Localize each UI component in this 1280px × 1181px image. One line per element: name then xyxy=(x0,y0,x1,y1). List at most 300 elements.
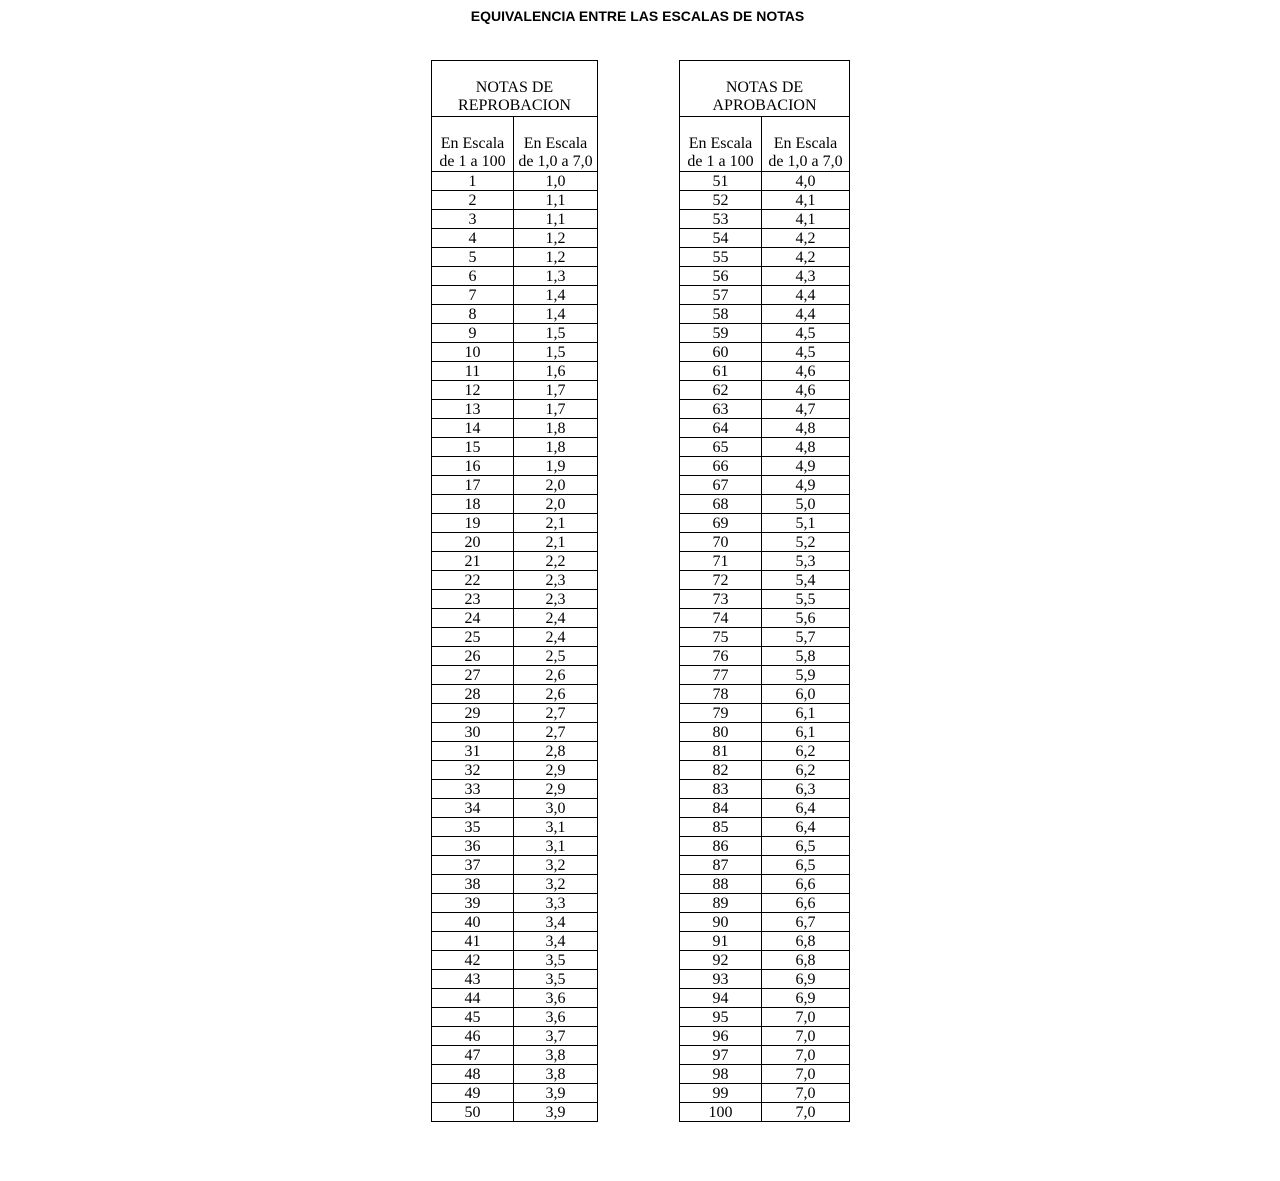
table-row xyxy=(680,970,850,989)
grade-7-cell: 6,0 xyxy=(762,685,850,704)
grade-7-cell: 3,1 xyxy=(514,837,598,856)
table-row xyxy=(680,989,850,1008)
table-row xyxy=(680,400,850,419)
score-100-cell: 17 xyxy=(432,476,514,495)
table-row xyxy=(680,1008,850,1027)
score-100-cell: 76 xyxy=(680,647,762,666)
score-100-cell: 10 xyxy=(432,343,514,362)
score-100-cell: 27 xyxy=(432,666,514,685)
table-row xyxy=(680,533,850,552)
table-row xyxy=(432,837,598,856)
score-100-cell: 56 xyxy=(680,267,762,286)
score-100-cell: 2 xyxy=(432,191,514,210)
table-row xyxy=(432,343,598,362)
table-row xyxy=(680,590,850,609)
score-100-cell: 57 xyxy=(680,286,762,305)
grade-7-cell: 3,0 xyxy=(514,799,598,818)
heading-line: NOTAS DE xyxy=(475,79,554,96)
grade-7-cell: 4,1 xyxy=(762,191,850,210)
grade-7-cell: 3,5 xyxy=(514,970,598,989)
score-100-cell: 84 xyxy=(680,799,762,818)
table-row xyxy=(432,400,598,419)
score-100-cell: 32 xyxy=(432,761,514,780)
table-row xyxy=(432,818,598,837)
table-row xyxy=(432,894,598,913)
score-100-cell: 85 xyxy=(680,818,762,837)
score-100-cell: 77 xyxy=(680,666,762,685)
grade-7-cell: 4,6 xyxy=(762,381,850,400)
table-row xyxy=(432,495,598,514)
score-100-cell: 50 xyxy=(432,1103,514,1122)
grade-7-cell: 2,5 xyxy=(514,647,598,666)
column-header-scale-7 xyxy=(762,117,850,172)
score-100-cell: 48 xyxy=(432,1065,514,1084)
grade-7-cell: 4,9 xyxy=(762,476,850,495)
table-row xyxy=(680,381,850,400)
grade-7-cell: 2,9 xyxy=(514,780,598,799)
table-row xyxy=(432,704,598,723)
table-row xyxy=(432,780,598,799)
table-row xyxy=(680,229,850,248)
table-row xyxy=(432,571,598,590)
table-row xyxy=(680,1103,850,1122)
grade-7-cell: 1,7 xyxy=(514,381,598,400)
table-row xyxy=(680,248,850,267)
table-row xyxy=(432,989,598,1008)
table-row xyxy=(432,1046,598,1065)
score-100-cell: 88 xyxy=(680,875,762,894)
grade-7-cell: 3,3 xyxy=(514,894,598,913)
grade-7-cell: 3,4 xyxy=(514,932,598,951)
table-row xyxy=(432,628,598,647)
grade-7-cell: 4,3 xyxy=(762,267,850,286)
grade-7-cell: 4,6 xyxy=(762,362,850,381)
table-row xyxy=(432,286,598,305)
table-row xyxy=(432,267,598,286)
score-100-cell: 3 xyxy=(432,210,514,229)
score-100-cell: 39 xyxy=(432,894,514,913)
table-row xyxy=(432,647,598,666)
column-header-line: En Escala xyxy=(523,135,588,152)
grade-7-cell: 3,1 xyxy=(514,818,598,837)
table-row xyxy=(680,514,850,533)
table-row xyxy=(432,305,598,324)
score-100-cell: 94 xyxy=(680,989,762,1008)
score-100-cell: 81 xyxy=(680,742,762,761)
score-100-cell: 74 xyxy=(680,609,762,628)
score-100-cell: 11 xyxy=(432,362,514,381)
score-100-cell: 21 xyxy=(432,552,514,571)
grade-7-cell: 5,8 xyxy=(762,647,850,666)
score-100-cell: 73 xyxy=(680,590,762,609)
page-title: EQUIVALENCIA ENTRE LAS ESCALAS DE NOTAS xyxy=(470,8,805,24)
score-100-cell: 47 xyxy=(432,1046,514,1065)
grade-7-cell: 3,2 xyxy=(514,875,598,894)
grade-7-cell: 6,2 xyxy=(762,761,850,780)
grade-7-cell: 4,7 xyxy=(762,400,850,419)
grade-7-cell: 1,0 xyxy=(514,172,598,191)
table-row xyxy=(432,552,598,571)
grade-7-cell: 3,6 xyxy=(514,1008,598,1027)
column-header-line: de 1 a 100 xyxy=(687,153,754,170)
score-100-cell: 71 xyxy=(680,552,762,571)
grade-7-cell: 6,2 xyxy=(762,742,850,761)
table-row xyxy=(432,419,598,438)
table-row xyxy=(432,951,598,970)
table-row xyxy=(432,742,598,761)
grade-7-cell: 5,9 xyxy=(762,666,850,685)
score-100-cell: 7 xyxy=(432,286,514,305)
table-row xyxy=(680,875,850,894)
score-100-cell: 89 xyxy=(680,894,762,913)
score-100-cell: 99 xyxy=(680,1084,762,1103)
score-100-cell: 92 xyxy=(680,951,762,970)
table-row xyxy=(680,362,850,381)
score-100-cell: 90 xyxy=(680,913,762,932)
grade-7-cell: 5,7 xyxy=(762,628,850,647)
grade-7-cell: 3,9 xyxy=(514,1084,598,1103)
grade-7-cell: 1,6 xyxy=(514,362,598,381)
grade-7-cell: 1,5 xyxy=(514,343,598,362)
score-100-cell: 38 xyxy=(432,875,514,894)
grade-7-cell: 3,4 xyxy=(514,913,598,932)
table-row xyxy=(680,704,850,723)
table-group-heading xyxy=(432,61,598,117)
score-100-cell: 35 xyxy=(432,818,514,837)
grade-7-cell: 1,8 xyxy=(514,419,598,438)
table-row xyxy=(680,1084,850,1103)
table-row xyxy=(432,362,598,381)
table-row xyxy=(680,1065,850,1084)
grade-7-cell: 2,7 xyxy=(514,723,598,742)
table-row xyxy=(680,1027,850,1046)
table-row xyxy=(432,723,598,742)
score-100-cell: 19 xyxy=(432,514,514,533)
grade-7-cell: 2,8 xyxy=(514,742,598,761)
reprobacion-table xyxy=(431,60,598,1122)
grade-7-cell: 1,2 xyxy=(514,248,598,267)
grade-7-cell: 2,9 xyxy=(514,761,598,780)
score-100-cell: 95 xyxy=(680,1008,762,1027)
column-header-scale-7 xyxy=(514,117,598,172)
heading-line: REPROBACION xyxy=(458,97,571,114)
table-row xyxy=(432,1103,598,1122)
grade-7-cell: 5,4 xyxy=(762,571,850,590)
grade-7-cell: 1,1 xyxy=(514,191,598,210)
table-row xyxy=(680,210,850,229)
score-100-cell: 45 xyxy=(432,1008,514,1027)
grade-7-cell: 4,0 xyxy=(762,172,850,191)
score-100-cell: 51 xyxy=(680,172,762,191)
table-row xyxy=(680,571,850,590)
score-100-cell: 98 xyxy=(680,1065,762,1084)
table-row xyxy=(680,552,850,571)
table-row xyxy=(432,590,598,609)
table-row xyxy=(432,381,598,400)
score-100-cell: 97 xyxy=(680,1046,762,1065)
grade-7-cell: 2,4 xyxy=(514,628,598,647)
table-row xyxy=(432,248,598,267)
grade-7-cell: 1,9 xyxy=(514,457,598,476)
grade-7-cell: 2,1 xyxy=(514,514,598,533)
grade-7-cell: 6,6 xyxy=(762,894,850,913)
score-100-cell: 44 xyxy=(432,989,514,1008)
grade-7-cell: 2,6 xyxy=(514,666,598,685)
table-row xyxy=(680,305,850,324)
table-row xyxy=(680,647,850,666)
score-100-cell: 100 xyxy=(680,1103,762,1122)
grade-7-cell: 6,5 xyxy=(762,837,850,856)
score-100-cell: 8 xyxy=(432,305,514,324)
grade-7-cell: 2,3 xyxy=(514,571,598,590)
score-100-cell: 30 xyxy=(432,723,514,742)
table-row xyxy=(680,932,850,951)
column-header-line: de 1 a 100 xyxy=(439,153,506,170)
column-header-line: En Escala xyxy=(440,135,505,152)
grade-7-cell: 3,7 xyxy=(514,1027,598,1046)
table-body xyxy=(432,61,598,1122)
score-100-cell: 9 xyxy=(432,324,514,343)
score-100-cell: 43 xyxy=(432,970,514,989)
grade-7-cell: 2,1 xyxy=(514,533,598,552)
score-100-cell: 64 xyxy=(680,419,762,438)
score-100-cell: 46 xyxy=(432,1027,514,1046)
score-100-cell: 61 xyxy=(680,362,762,381)
grade-7-cell: 7,0 xyxy=(762,1065,850,1084)
score-100-cell: 52 xyxy=(680,191,762,210)
grade-7-cell: 6,4 xyxy=(762,799,850,818)
score-100-cell: 6 xyxy=(432,267,514,286)
table-row xyxy=(680,609,850,628)
table-heading-row xyxy=(432,61,598,117)
grade-7-cell: 3,8 xyxy=(514,1046,598,1065)
score-100-cell: 29 xyxy=(432,704,514,723)
score-100-cell: 62 xyxy=(680,381,762,400)
score-100-cell: 23 xyxy=(432,590,514,609)
grade-7-cell: 6,9 xyxy=(762,989,850,1008)
aprobacion-table xyxy=(679,60,850,1122)
table-row xyxy=(680,286,850,305)
table-row xyxy=(680,666,850,685)
score-100-cell: 93 xyxy=(680,970,762,989)
grade-7-cell: 6,5 xyxy=(762,856,850,875)
table-row xyxy=(680,742,850,761)
grade-7-cell: 1,7 xyxy=(514,400,598,419)
table-row xyxy=(432,514,598,533)
score-100-cell: 87 xyxy=(680,856,762,875)
grade-7-cell: 2,0 xyxy=(514,476,598,495)
table-row xyxy=(432,191,598,210)
table-row xyxy=(680,476,850,495)
grade-7-cell: 6,3 xyxy=(762,780,850,799)
table-row xyxy=(432,324,598,343)
table-row xyxy=(432,666,598,685)
grade-7-cell: 5,5 xyxy=(762,590,850,609)
table-row xyxy=(432,1027,598,1046)
table-row xyxy=(432,1008,598,1027)
grade-7-cell: 4,8 xyxy=(762,438,850,457)
table-row xyxy=(680,628,850,647)
table-row xyxy=(680,457,850,476)
grade-7-cell: 4,2 xyxy=(762,248,850,267)
column-header-scale-100 xyxy=(432,117,514,172)
score-100-cell: 53 xyxy=(680,210,762,229)
score-100-cell: 49 xyxy=(432,1084,514,1103)
score-100-cell: 54 xyxy=(680,229,762,248)
table-row xyxy=(680,837,850,856)
table-row xyxy=(432,799,598,818)
table-row xyxy=(680,495,850,514)
table-row xyxy=(432,875,598,894)
score-100-cell: 58 xyxy=(680,305,762,324)
grade-7-cell: 1,1 xyxy=(514,210,598,229)
score-100-cell: 67 xyxy=(680,476,762,495)
grade-7-cell: 3,8 xyxy=(514,1065,598,1084)
score-100-cell: 34 xyxy=(432,799,514,818)
table-row xyxy=(432,533,598,552)
score-100-cell: 59 xyxy=(680,324,762,343)
grade-7-cell: 3,9 xyxy=(514,1103,598,1122)
score-100-cell: 36 xyxy=(432,837,514,856)
table-row xyxy=(432,438,598,457)
grade-7-cell: 7,0 xyxy=(762,1008,850,1027)
grade-7-cell: 2,3 xyxy=(514,590,598,609)
grade-7-cell: 5,0 xyxy=(762,495,850,514)
score-100-cell: 28 xyxy=(432,685,514,704)
grade-7-cell: 6,8 xyxy=(762,951,850,970)
table-row xyxy=(680,438,850,457)
grade-7-cell: 2,7 xyxy=(514,704,598,723)
heading-line: APROBACION xyxy=(712,97,817,114)
table-row xyxy=(432,229,598,248)
table-row xyxy=(680,951,850,970)
score-100-cell: 91 xyxy=(680,932,762,951)
score-100-cell: 14 xyxy=(432,419,514,438)
grade-7-cell: 6,9 xyxy=(762,970,850,989)
table-row xyxy=(432,609,598,628)
table-row xyxy=(680,343,850,362)
table-body xyxy=(680,61,850,1122)
score-100-cell: 4 xyxy=(432,229,514,248)
grade-7-cell: 4,1 xyxy=(762,210,850,229)
score-100-cell: 25 xyxy=(432,628,514,647)
score-100-cell: 41 xyxy=(432,932,514,951)
table-row xyxy=(680,761,850,780)
grade-7-cell: 6,1 xyxy=(762,704,850,723)
grade-7-cell: 3,5 xyxy=(514,951,598,970)
table-row xyxy=(432,457,598,476)
score-100-cell: 68 xyxy=(680,495,762,514)
grade-7-cell: 4,5 xyxy=(762,343,850,362)
table-row xyxy=(680,856,850,875)
column-header-line: En Escala xyxy=(773,135,838,152)
column-header-row xyxy=(680,117,850,172)
table-row xyxy=(680,780,850,799)
table-row xyxy=(680,419,850,438)
score-100-cell: 69 xyxy=(680,514,762,533)
table-heading-row xyxy=(680,61,850,117)
score-100-cell: 37 xyxy=(432,856,514,875)
table-row xyxy=(432,913,598,932)
table-row xyxy=(680,685,850,704)
score-100-cell: 15 xyxy=(432,438,514,457)
table-row xyxy=(432,1084,598,1103)
grade-7-cell: 2,4 xyxy=(514,609,598,628)
table-row xyxy=(432,1065,598,1084)
score-100-cell: 78 xyxy=(680,685,762,704)
heading-line: NOTAS DE xyxy=(725,79,804,96)
score-100-cell: 72 xyxy=(680,571,762,590)
score-100-cell: 1 xyxy=(432,172,514,191)
score-100-cell: 66 xyxy=(680,457,762,476)
column-header-scale-100 xyxy=(680,117,762,172)
score-100-cell: 55 xyxy=(680,248,762,267)
grade-7-cell: 7,0 xyxy=(762,1084,850,1103)
grade-7-cell: 7,0 xyxy=(762,1103,850,1122)
table-row xyxy=(680,267,850,286)
score-100-cell: 18 xyxy=(432,495,514,514)
grade-7-cell: 7,0 xyxy=(762,1027,850,1046)
score-100-cell: 86 xyxy=(680,837,762,856)
table-row xyxy=(680,1046,850,1065)
grade-7-cell: 6,6 xyxy=(762,875,850,894)
table-row xyxy=(432,932,598,951)
table-row xyxy=(680,818,850,837)
grade-7-cell: 4,8 xyxy=(762,419,850,438)
grade-7-cell: 6,7 xyxy=(762,913,850,932)
score-100-cell: 96 xyxy=(680,1027,762,1046)
table-row xyxy=(680,723,850,742)
score-100-cell: 75 xyxy=(680,628,762,647)
grade-7-cell: 5,2 xyxy=(762,533,850,552)
column-header-row xyxy=(432,117,598,172)
grade-7-cell: 1,2 xyxy=(514,229,598,248)
grade-7-cell: 1,3 xyxy=(514,267,598,286)
table-group-heading xyxy=(680,61,850,117)
grade-7-cell: 5,3 xyxy=(762,552,850,571)
grade-7-cell: 2,0 xyxy=(514,495,598,514)
score-100-cell: 79 xyxy=(680,704,762,723)
table-row xyxy=(680,894,850,913)
grade-7-cell: 4,4 xyxy=(762,305,850,324)
grade-7-cell: 2,6 xyxy=(514,685,598,704)
score-100-cell: 70 xyxy=(680,533,762,552)
grade-7-cell: 7,0 xyxy=(762,1046,850,1065)
score-100-cell: 65 xyxy=(680,438,762,457)
score-100-cell: 60 xyxy=(680,343,762,362)
grade-7-cell: 2,2 xyxy=(514,552,598,571)
score-100-cell: 20 xyxy=(432,533,514,552)
grade-7-cell: 1,8 xyxy=(514,438,598,457)
table-row xyxy=(432,172,598,191)
grade-7-cell: 6,8 xyxy=(762,932,850,951)
grade-7-cell: 1,4 xyxy=(514,286,598,305)
score-100-cell: 63 xyxy=(680,400,762,419)
grade-7-cell: 4,2 xyxy=(762,229,850,248)
grade-7-cell: 4,9 xyxy=(762,457,850,476)
table-row xyxy=(432,761,598,780)
table-row xyxy=(680,191,850,210)
table-row xyxy=(680,324,850,343)
score-100-cell: 82 xyxy=(680,761,762,780)
score-100-cell: 33 xyxy=(432,780,514,799)
table-row xyxy=(432,476,598,495)
score-100-cell: 24 xyxy=(432,609,514,628)
table-row xyxy=(680,913,850,932)
grade-7-cell: 1,4 xyxy=(514,305,598,324)
grade-7-cell: 3,2 xyxy=(514,856,598,875)
grade-7-cell: 4,5 xyxy=(762,324,850,343)
